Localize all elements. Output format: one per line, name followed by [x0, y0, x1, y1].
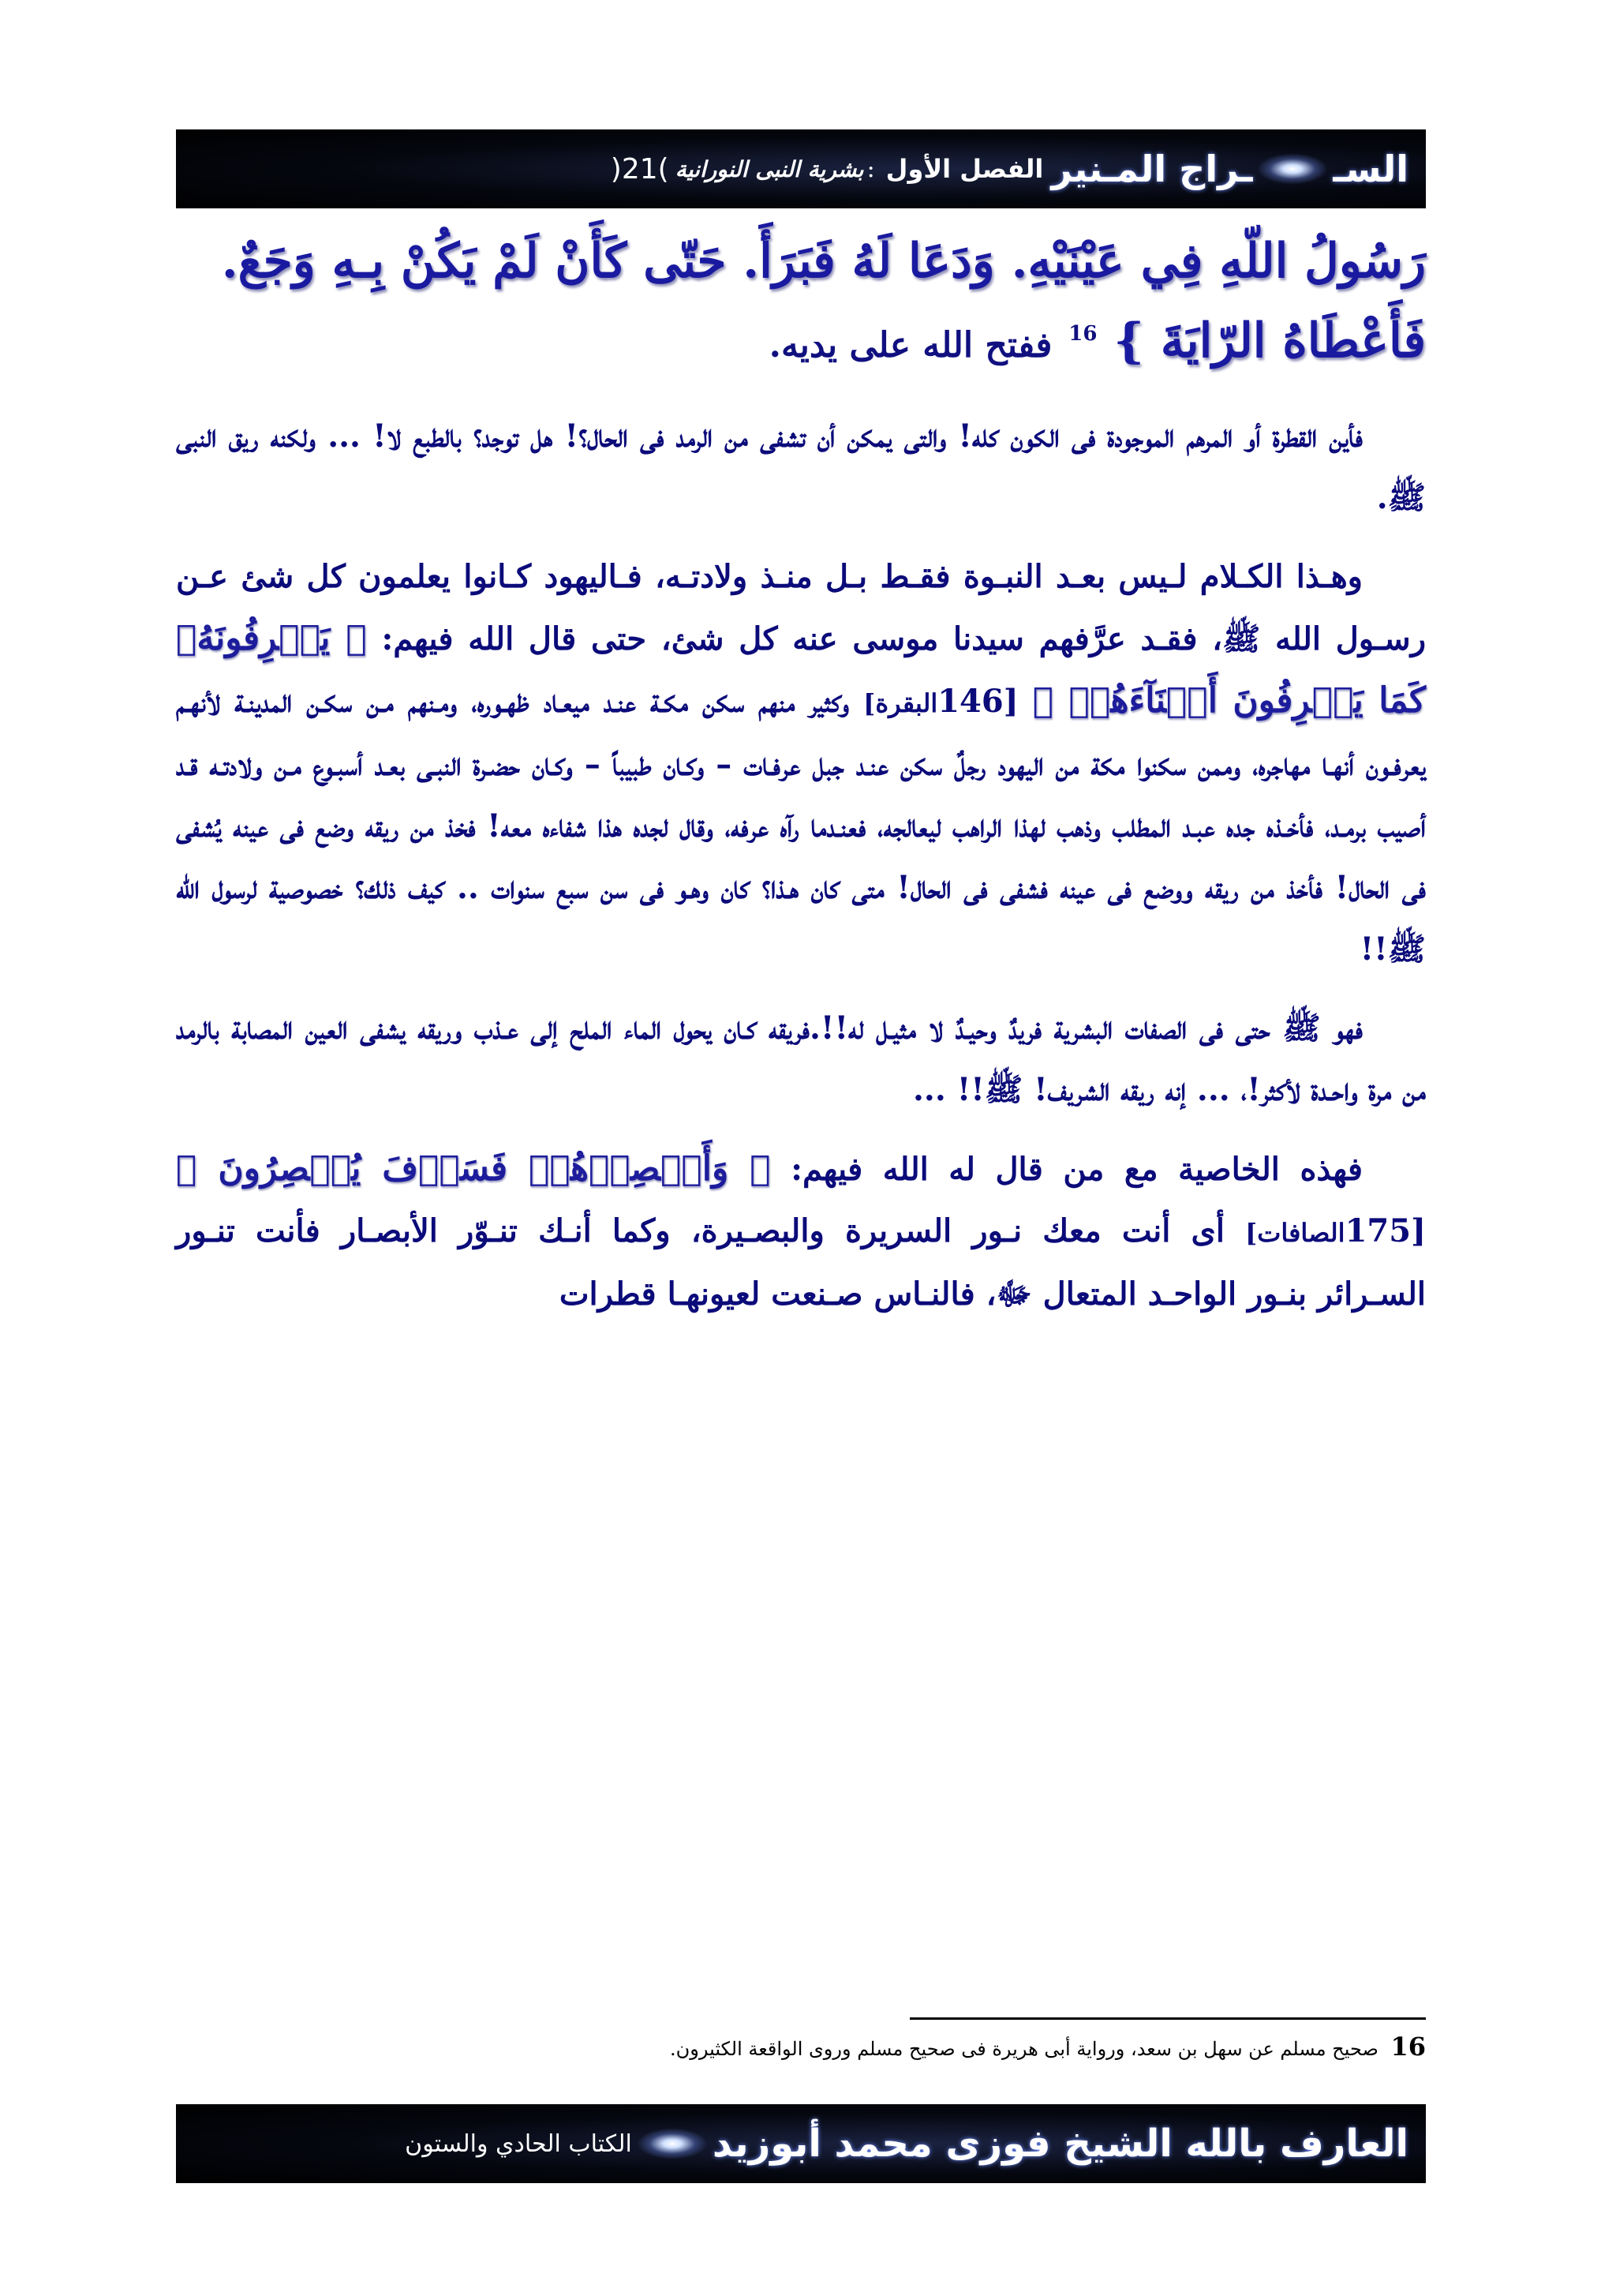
header-chapter-title: بشرية النبى النورانية — [675, 155, 864, 182]
verse-ref-surah-2: الصافات] — [1245, 1218, 1345, 1248]
hadith-line-2 — [176, 298, 1426, 382]
footer-group — [405, 2122, 1408, 2166]
header-brand-start: السـ — [1333, 148, 1408, 190]
footnote — [176, 2032, 1426, 2062]
footnote-divider — [910, 2017, 1426, 2020]
quran-verse-saffat: ﴿ وَأَبۡصِرۡهُمۡ فَسَوۡفَ يُبۡصِرُونَ ﴾ — [176, 1148, 771, 1189]
footer-book-title: الكتاب الحادي والستون — [405, 2129, 632, 2158]
footnote-number: 16 — [1390, 2032, 1426, 2062]
paragraph-2-end: وكثير منهم سكن مكـة عنـد ميعـاد ظهـوره، ومـنهم مـن سكـن المدينـة لأنهـم يعرفـون أنهـا مهاجره، وممن سكنوا مكة من اليهود رجلٌ سكن عنـد جبل عرفـات – وكـان طبيباً – وكـان حضـرة النبـى بعـد أسبـوع مـن ولادتـه قـد أصيب برمـد، فأخـذه جده عبـد المطلب وذهب لهذا الراهب ليعالجه، فعنـدما رآه عرفه، وقال لجده هذا شفاءه معه! فخذ من ريقه وضع فى عينه يُشفى فى الحال! فأخذ من ريقه ووضع فى عينه فشفى فى الحال! متى كان هـذا؟ كان وهـو فى سن سبع سنوات .. كيف ذلك؟ خصوصية لرسول الله ﷺ!! — [176, 683, 1426, 968]
header-separator: : — [866, 155, 875, 183]
hadith-quote — [176, 225, 1426, 382]
header-chapter: الفصل الأول — [885, 154, 1044, 184]
header-brand-end: ـراج المـنير — [1051, 148, 1253, 190]
paragraph-2 — [176, 546, 1426, 980]
sparkle-star-icon — [637, 2128, 708, 2159]
hadith-line-2-rest: ففتح الله على يديه. — [769, 325, 1053, 365]
hadith-line-1: رَسُولُ اللّهِ فِي عَيْنَيْهِ. وَدَعَا لَهُ فَبَرَأَ. حَتّى كَأَنْ لَمْ يَكُنْ بِـهِ وَجَعٌ. — [221, 234, 1426, 289]
main-content — [176, 225, 1426, 1343]
hadith-line-2-quote: فَأَعْطَاهُ الرّايَةَ } — [1113, 313, 1426, 369]
paragraph-4-start: فهذه الخاصية مع من قال له الله فيهم: — [791, 1151, 1363, 1188]
sparkle-star-icon — [1257, 153, 1328, 185]
footer-author: العارف بالله الشيخ فوزى محمد أبوزيد — [712, 2122, 1408, 2166]
paragraph-3: فهو ﷺ حتى فى الصفات البشرية فريدٌ وحيـدٌ لا مثيـل له!!.فريقه كـان يحول الماء الملح إلى عـذب وريقه يشفى العين المصابة بالرمد من مرة واحـدة لأكثر!، ... إنه ريقه الشريف! ﷺ!! ... — [176, 1009, 1426, 1108]
verse-ref-number-1: [146 — [937, 683, 1019, 720]
paragraph-4 — [176, 1138, 1426, 1325]
paragraph-1: فأين القطرة أو المرهم الموجودة فى الكون كله! والتى يمكن أن تشفى من الرمد فى الحال؟! هل توجد؟ بالطبع لا! ... ولكنه ريق النبى ﷺ. — [176, 418, 1426, 516]
verse-ref-surah-1: البقرة] — [863, 688, 938, 718]
paragraph-4-end: أى أنت معك نـور السريرة والبصـيرة، وكما أنـك تنـوّر الأبصـار فأنت تنـور السـرائر بنـور الواحـد المتعال ﷻ، فالنـاس صـنعت لعيونهـا قطرات — [176, 1212, 1426, 1313]
paragraph-2-start: وهـذا الكـلام لـيس بعـد النبـوة فقـط بـل منـذ ولادتـه، فـاليهود كـانوا يعلمون كل شئ عـن رسـول الله ﷺ، فقـد عرَّفهم سيدنا موسى عنه كل شئ، حتى قال الله فيهم: — [176, 558, 1427, 657]
page-number: )21( — [610, 152, 669, 185]
footnote-mark[interactable]: 16 — [1068, 322, 1098, 346]
page-footer — [176, 2104, 1426, 2183]
page-header — [176, 129, 1426, 208]
footnote-text: صحيح مسلم عن سهل بن سعد، ورواية أبى هريرة فى صحيح مسلم وروى الواقعة الكثيرون. — [669, 2038, 1378, 2060]
header-title-group — [611, 148, 1408, 190]
verse-ref-number-2: [175 — [1345, 1212, 1426, 1249]
quran-verse-baqarah: ﴿ يَعۡرِفُونَهُۥ كَمَا يَعۡرِفُونَ أَبۡنَآءَهُمۡ ﴾ — [176, 618, 1426, 721]
